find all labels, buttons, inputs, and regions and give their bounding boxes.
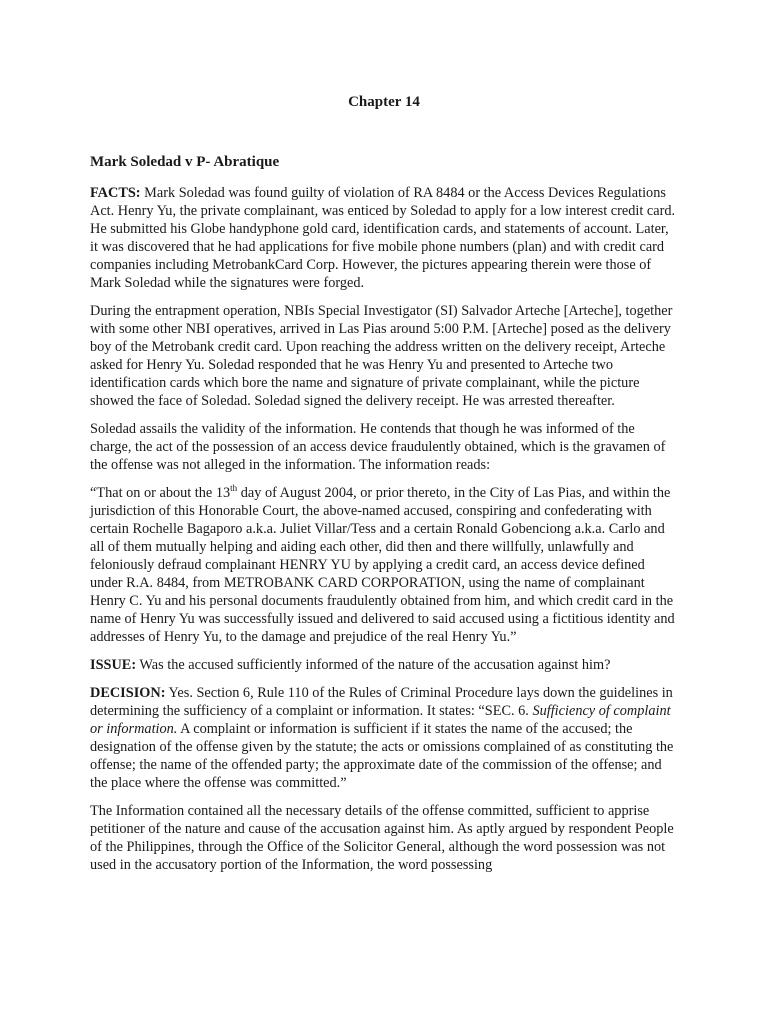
decision-italic-heading: Sufficiency of complaint or information. [90, 703, 671, 737]
facts-text: Mark Soledad was found guilty of violation of RA 8484 or the Access Devices Regulations Act. Henry Yu, the private complainant, was enticed by Soledad to apply for a low interest credit card. He submitted his Globe handyphone gold card, identification cards, and statements of account. Later, it was discovered that he had applications for five mobile phone numbers (plan) and with credit card companies including MetrobankCard Corp. However, the pictures appearing therein were those of Mark Soledad while the signatures were forged. [90, 185, 676, 291]
decision-label: DECISION: [90, 685, 166, 701]
quote-superscript: th [230, 483, 238, 494]
issue-label: ISSUE: [90, 657, 137, 673]
issue-paragraph [90, 656, 678, 674]
decision-text-2: A complaint or information is sufficient if it states the name of the accused; the designation of the offense given by the statute; the acts or omissions complained of as constituting the offense; the name of the offended party; the approximate date of the commission of the offense; and the place where the offense was committed.” [90, 721, 674, 791]
facts-label: FACTS: [90, 185, 141, 201]
quote-text-start: “That on or about the 13 [90, 485, 231, 501]
assails-paragraph: Soledad assails the validity of the information. He contends that though he was informed of the charge, the act of the possession of an access device fraudulently obtained, which is the gravamen of the offense was not alleged in the information. The information reads: [90, 421, 666, 473]
facts-paragraph [90, 184, 678, 292]
information-analysis-paragraph: The Information contained all the necessary details of the offense committed, sufficient to apprise petitioner of the nature and cause of the accusation against him. As aptly argued by respondent People of the Philippines, through the Office of the Solicitor General, although the word possession was not used in the accusatory portion of the Information, the word possessing [90, 803, 674, 873]
issue-text: Was the accused sufficiently informed of the nature of the accusation against him? [136, 657, 611, 673]
decision-text-1: Yes. Section 6, Rule 110 of the Rules of Criminal Procedure lays down the guidelines in determining the sufficiency of a complaint or information. It states: “SEC. 6. [90, 685, 673, 719]
chapter-title: Chapter 14 [348, 94, 420, 110]
case-title: Mark Soledad v P- Abratique [90, 154, 280, 170]
information-quote [90, 484, 678, 646]
quote-text-rest: day of August 2004, or prior thereto, in the City of Las Pias, and within the jurisdiction of this Honorable Court, the above-named accused, conspiring and confederating with certain Rochelle Bagaporo a.k.a. Juliet Villar/Tess and a certain Ronald Gobenciong a.k.a. Carlo and all of them mutually helping and aiding each other, did then and there willfully, unlawfully and feloniously defraud complainant HENRY YU by applying a credit card, an access device defined under R.A. 8484, from METROBANK CARD CORPORATION, using the name of complainant Henry C. Yu and his personal documents fraudulently obtained from him, and which credit card in the name of Henry Yu was successfully issued and delivered to said accused using a fictitious identity and addresses of Henry Yu, to the damage and prejudice of the real Henry Yu.” [90, 485, 675, 645]
document-body [90, 184, 678, 884]
entrapment-paragraph: During the entrapment operation, NBIs Special Investigator (SI) Salvador Arteche [Arteche], together with some other NBI operatives, arrived in Las Pias around 5:00 P.M. [Arteche] posed as the delivery boy of the Metrobank credit card. Upon reaching the address written on the delivery receipt, Arteche asked for Henry Yu. Soledad responded that he was Henry Yu and presented to Arteche two identification cards which bore the name and signature of private complainant, while the picture showed the face of Soledad. Soledad signed the delivery receipt. He was arrested thereafter. [90, 303, 673, 409]
decision-paragraph [90, 684, 678, 792]
